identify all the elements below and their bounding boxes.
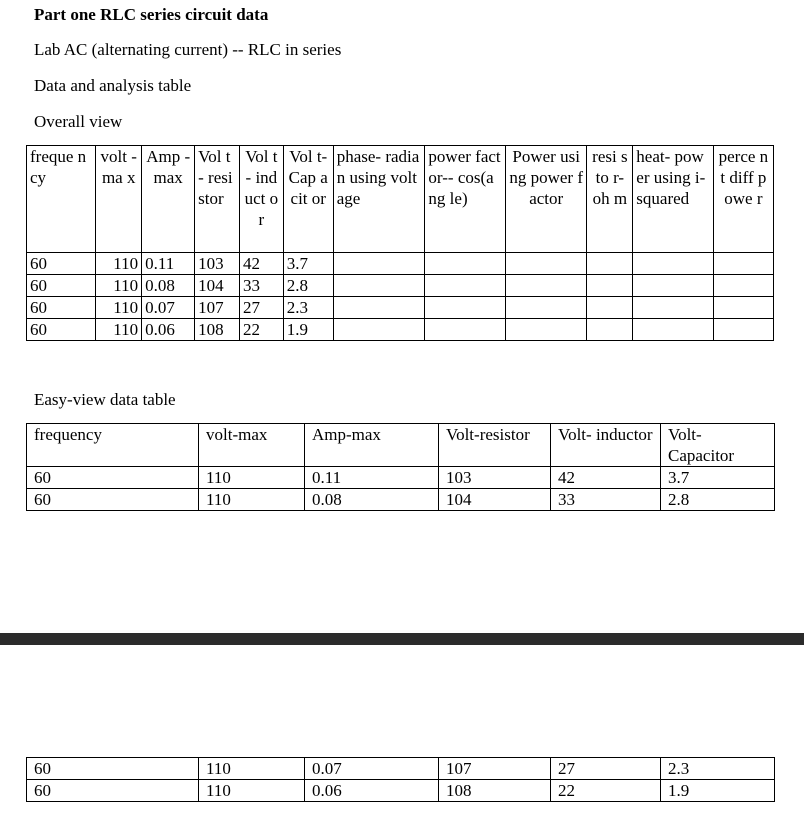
- table-cell: 0.11: [142, 253, 195, 275]
- table-row: [27, 467, 775, 489]
- overall-header-row: [27, 146, 774, 253]
- table-cell: 60: [27, 275, 96, 297]
- table-cell: 27: [551, 758, 661, 780]
- table-cell: 103: [195, 253, 240, 275]
- page-break-bar: [0, 633, 804, 645]
- table-cell: 103: [439, 467, 551, 489]
- table-row: [27, 275, 774, 297]
- col-header-volt-resistor: Vol t- resi stor: [195, 146, 240, 253]
- table-cell: 1.9: [283, 319, 333, 341]
- table-cell: 0.08: [142, 275, 195, 297]
- table-cell: 0.06: [305, 780, 439, 802]
- col-header-amp-max: Amp-max: [305, 424, 439, 467]
- table-cell: 110: [199, 780, 305, 802]
- col-header-frequency: freque ncy: [27, 146, 96, 253]
- col-header-volt-capacitor: Volt- Capacitor: [661, 424, 775, 467]
- table-cell: 110: [199, 489, 305, 511]
- table-row: [27, 758, 775, 780]
- col-header-power-using-pf: Power using power factor: [505, 146, 587, 253]
- easy-header-row: [27, 424, 775, 467]
- table-cell: [633, 275, 714, 297]
- table-cell: [505, 297, 587, 319]
- col-header-phase-radian: phase- radian using voltage: [333, 146, 425, 253]
- col-header-volt-max: volt-max: [199, 424, 305, 467]
- table-cell: 60: [27, 319, 96, 341]
- table-row: [27, 253, 774, 275]
- overall-data-table: [26, 145, 774, 341]
- table-cell: 33: [239, 275, 283, 297]
- table-cell: [505, 319, 587, 341]
- table-cell: [333, 319, 425, 341]
- table-cell: 110: [199, 467, 305, 489]
- table-cell: [425, 297, 506, 319]
- table-cell: 60: [27, 467, 199, 489]
- table-cell: [587, 297, 633, 319]
- table-cell: 2.8: [283, 275, 333, 297]
- table-cell: [713, 319, 773, 341]
- table-cell: [633, 319, 714, 341]
- col-header-volt-max: volt - ma x: [96, 146, 142, 253]
- table-cell: 108: [439, 780, 551, 802]
- table-cell: [425, 253, 506, 275]
- table-cell: [713, 297, 773, 319]
- col-header-power-factor: power factor-- cos(ang le): [425, 146, 506, 253]
- table-cell: [633, 253, 714, 275]
- table-cell: 2.8: [661, 489, 775, 511]
- table-cell: [633, 297, 714, 319]
- table-cell: 27: [239, 297, 283, 319]
- table-cell: 42: [551, 467, 661, 489]
- table-cell: [333, 275, 425, 297]
- table-cell: [425, 275, 506, 297]
- col-header-frequency: frequency: [27, 424, 199, 467]
- table-row: [27, 489, 775, 511]
- table-cell: [505, 253, 587, 275]
- table-cell: 60: [27, 297, 96, 319]
- overall-view-title: Overall view: [34, 112, 123, 131]
- table-cell: 60: [27, 780, 199, 802]
- table-cell: 0.08: [305, 489, 439, 511]
- table-cell: 110: [96, 275, 142, 297]
- table-row: [27, 297, 774, 319]
- table-cell: [333, 253, 425, 275]
- table-cell: [425, 319, 506, 341]
- table-cell: 110: [199, 758, 305, 780]
- table-cell: [505, 275, 587, 297]
- table-cell: 107: [439, 758, 551, 780]
- table-cell: 0.07: [142, 297, 195, 319]
- section-title: Data and analysis table: [34, 76, 192, 95]
- table-cell: 22: [239, 319, 283, 341]
- table-cell: 3.7: [283, 253, 333, 275]
- table-cell: [587, 275, 633, 297]
- col-header-volt-capacitor: Vol t- Cap acit or: [283, 146, 333, 253]
- table-cell: 110: [96, 297, 142, 319]
- table-cell: 0.07: [305, 758, 439, 780]
- table-cell: 110: [96, 253, 142, 275]
- table-cell: 107: [195, 297, 240, 319]
- col-header-percent-diff: perce nt diff powe r: [713, 146, 773, 253]
- table-cell: [587, 319, 633, 341]
- table-cell: 60: [27, 758, 199, 780]
- table-cell: 104: [439, 489, 551, 511]
- easy-view-data-table-continued: [26, 757, 775, 802]
- col-header-volt-inductor: Vol t- ind uct or: [239, 146, 283, 253]
- document-heading: Part one RLC series circuit data: [34, 5, 269, 24]
- table-cell: 108: [195, 319, 240, 341]
- table-cell: 2.3: [661, 758, 775, 780]
- table-cell: 0.06: [142, 319, 195, 341]
- table-cell: 3.7: [661, 467, 775, 489]
- table-row: [27, 319, 774, 341]
- table-cell: [333, 297, 425, 319]
- table-cell: 104: [195, 275, 240, 297]
- col-header-volt-inductor: Volt- inductor: [551, 424, 661, 467]
- document-subtitle: Lab AC (alternating current) -- RLC in series: [34, 40, 342, 59]
- col-header-resistor-ohm: resi sto r- oh m: [587, 146, 633, 253]
- table-cell: 42: [239, 253, 283, 275]
- col-header-heat-power: heat- power using i- squared: [633, 146, 714, 253]
- table-cell: 60: [27, 253, 96, 275]
- table-cell: 22: [551, 780, 661, 802]
- col-header-amp-max: Amp - max: [142, 146, 195, 253]
- easy-view-title: Easy-view data table: [34, 390, 176, 409]
- table-cell: 110: [96, 319, 142, 341]
- table-cell: 33: [551, 489, 661, 511]
- table-row: [27, 780, 775, 802]
- table-cell: 1.9: [661, 780, 775, 802]
- table-cell: 2.3: [283, 297, 333, 319]
- table-cell: [587, 253, 633, 275]
- easy-view-data-table: [26, 423, 775, 511]
- table-cell: [713, 275, 773, 297]
- table-cell: [713, 253, 773, 275]
- col-header-volt-resistor: Volt-resistor: [439, 424, 551, 467]
- table-cell: 60: [27, 489, 199, 511]
- table-cell: 0.11: [305, 467, 439, 489]
